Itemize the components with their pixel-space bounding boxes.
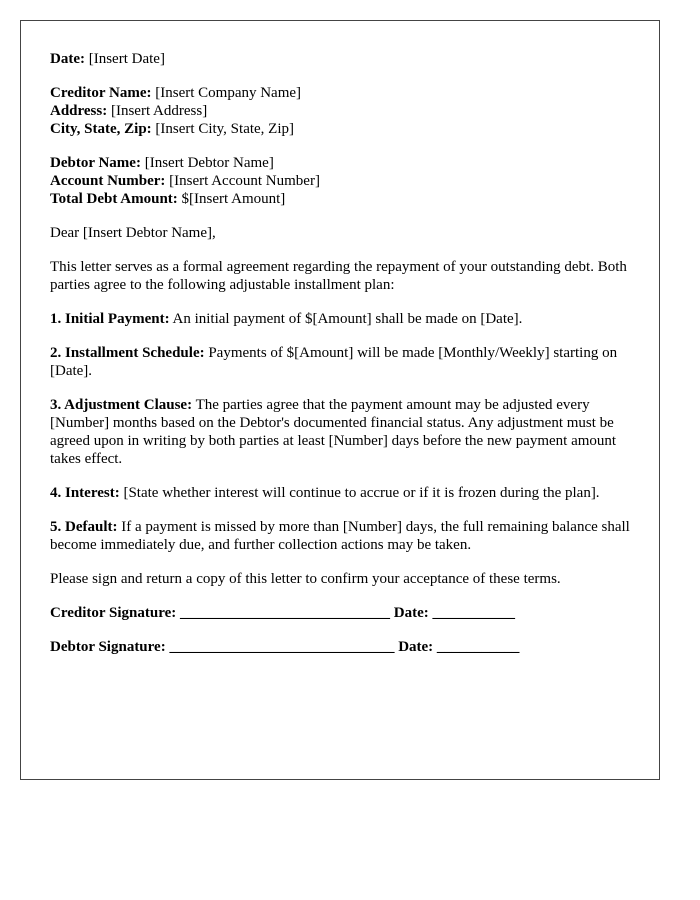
debtor-name-value: [Insert Debtor Name] [140, 155, 274, 171]
term-label: 4. Interest: [50, 485, 120, 501]
letter-content [50, 50, 640, 672]
term-label: 5. Default: [50, 519, 118, 535]
term-text: [State whether interest will continue to accrue or if it is frozen during the plan]. [119, 485, 600, 501]
term-text: The parties agree that the payment amount may be adjusted every [Number] months based on the Debtor's documented financial status. Any adjustment must be agreed upon in writing by both parties at least [Number] days before the new payment amount takes effect. [50, 397, 617, 467]
creditor-city-value: [Insert City, State, Zip] [151, 121, 295, 137]
creditor-city-label: City, State, Zip: [50, 121, 152, 137]
creditor-signature-line [50, 604, 640, 622]
term-label: 3. Adjustment Clause: [50, 397, 193, 413]
debtor-signature-text: Debtor Signature: ______________________________ Date: ___________ [50, 639, 520, 655]
closing-paragraph: Please sign and return a copy of this letter to confirm your acceptance of these terms. [50, 571, 561, 587]
term-interest [50, 484, 640, 502]
term-text: If a payment is missed by more than [Number] days, the full remaining balance shall become immediately due, and further collection actions may be taken. [50, 519, 630, 553]
term-adjustment-clause [50, 396, 640, 468]
date-line [50, 50, 640, 68]
creditor-block [50, 84, 640, 138]
salutation: Dear [Insert Debtor Name], [50, 225, 216, 241]
term-installment-schedule [50, 344, 640, 380]
total-debt-label: Total Debt Amount: [50, 191, 178, 207]
debtor-name-line [50, 154, 640, 172]
term-initial-payment [50, 310, 640, 328]
term-text: An initial payment of $[Amount] shall be made on [Date]. [169, 311, 523, 327]
intro-paragraph: This letter serves as a formal agreement regarding the repayment of your outstanding debt. Both parties agree to the following adjustable installment plan: [50, 259, 627, 293]
creditor-city-line [50, 120, 640, 138]
date-value: [Insert Date] [84, 51, 165, 67]
creditor-address-label: Address: [50, 103, 108, 119]
debtor-signature-line [50, 638, 640, 656]
creditor-signature-text: Creditor Signature: ____________________________ Date: ___________ [50, 605, 515, 621]
creditor-address-line [50, 102, 640, 120]
term-default [50, 518, 640, 554]
term-text: Payments of $[Amount] will be made [Monthly/Weekly] starting on [Date]. [50, 345, 618, 379]
account-number-label: Account Number: [50, 173, 166, 189]
account-number-value: [Insert Account Number] [165, 173, 320, 189]
term-label: 2. Installment Schedule: [50, 345, 205, 361]
creditor-name-line [50, 84, 640, 102]
total-debt-line [50, 190, 640, 208]
debtor-block [50, 154, 640, 208]
letter-page [20, 20, 660, 780]
account-number-line [50, 172, 640, 190]
creditor-name-label: Creditor Name: [50, 85, 152, 101]
total-debt-value: $[Insert Amount] [177, 191, 286, 207]
debtor-name-label: Debtor Name: [50, 155, 141, 171]
date-label: Date: [50, 51, 85, 67]
term-label: 1. Initial Payment: [50, 311, 170, 327]
creditor-name-value: [Insert Company Name] [151, 85, 302, 101]
creditor-address-value: [Insert Address] [107, 103, 208, 119]
